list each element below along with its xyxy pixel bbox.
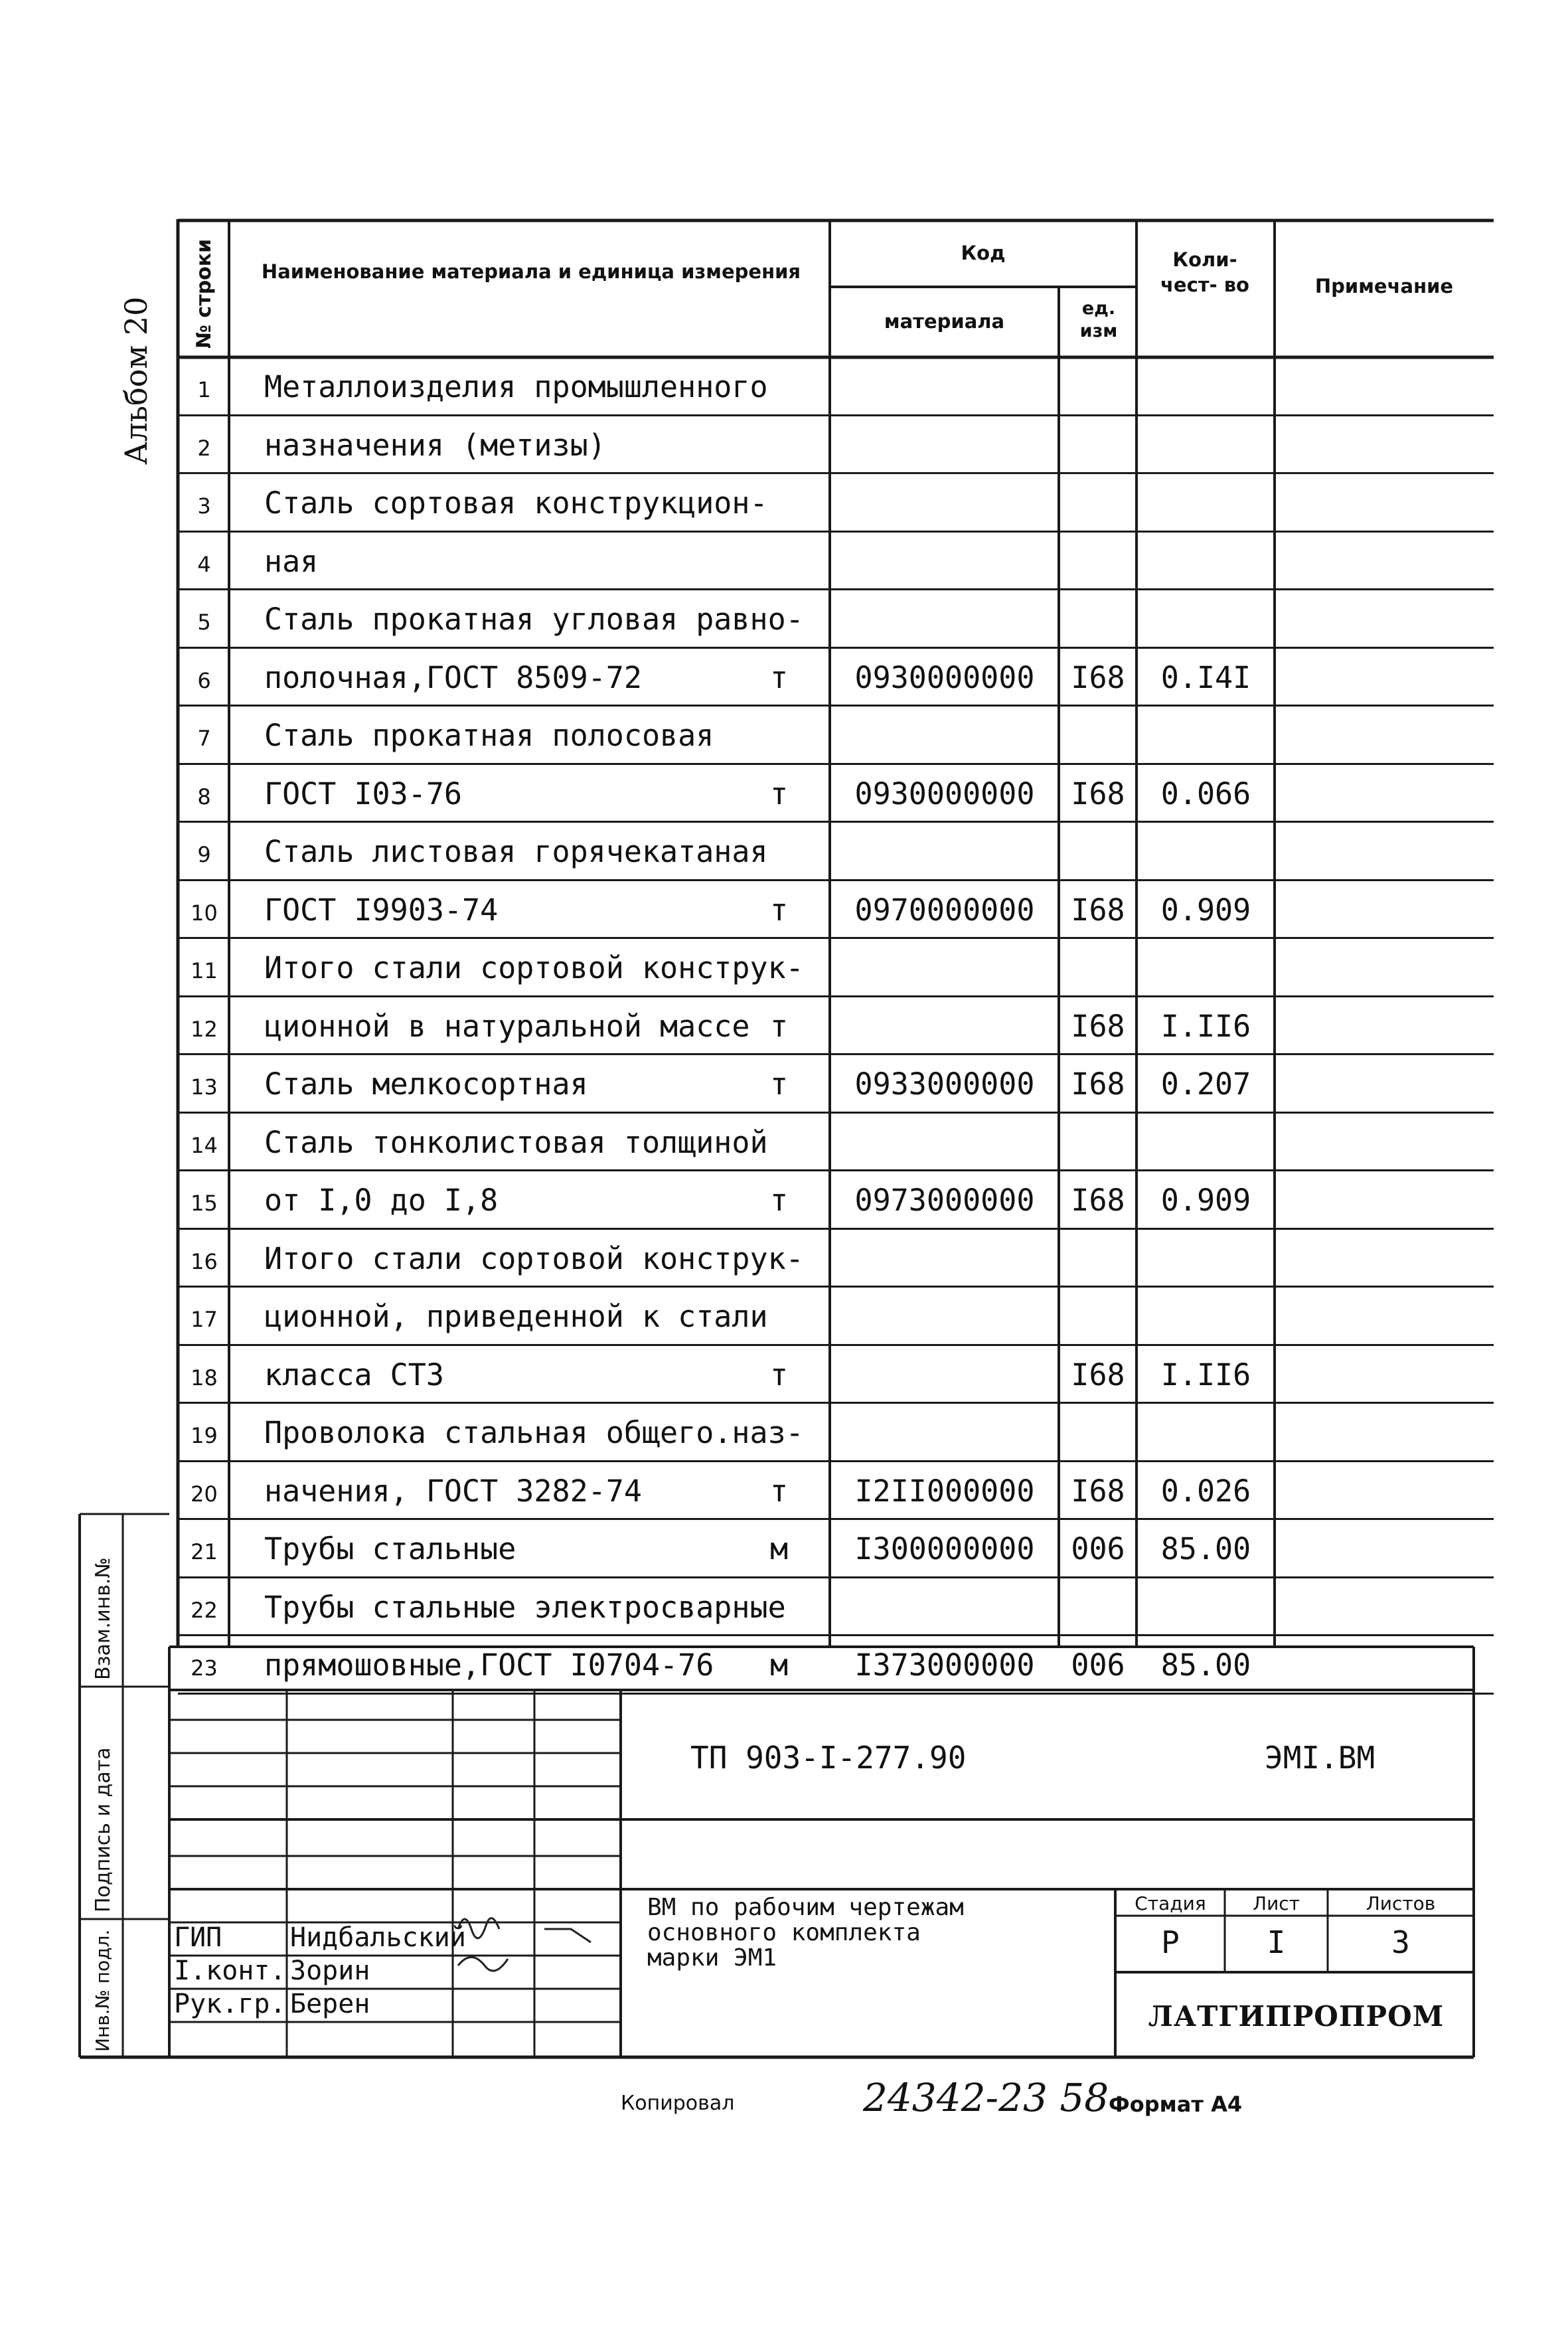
- material-code: 0973000000: [854, 1183, 1035, 1218]
- row-line: [178, 1634, 1494, 1636]
- unit-symbol: т: [770, 1066, 789, 1102]
- row-line: [178, 1518, 1494, 1520]
- header-code-material: материала: [884, 310, 1005, 333]
- quantity: 0.207: [1160, 1066, 1251, 1102]
- unit-symbol: м: [770, 1647, 789, 1683]
- row-line: [178, 1228, 1494, 1230]
- quantity: I.II6: [1160, 1008, 1251, 1044]
- unit-symbol: т: [770, 1008, 789, 1044]
- title-line-1: ВМ по рабочим чертежам: [647, 1894, 964, 1921]
- material-name: Сталь сортовая конструкцион-: [264, 485, 768, 521]
- unit-code: I68: [1071, 1357, 1125, 1392]
- sign-role-1: ГИП: [174, 1922, 222, 1953]
- material-name: прямошовные,ГОСТ I0704-76: [264, 1647, 714, 1683]
- signature-date-label: Подпись и дата: [92, 1747, 115, 1912]
- header-row-no: № строки: [193, 238, 216, 349]
- doc-mark: ЭМI.ВМ: [1265, 1740, 1375, 1776]
- material-code: 0930000000: [854, 659, 1035, 695]
- sign-name-3: Берен: [290, 1989, 370, 2019]
- row-number: 7: [197, 726, 211, 751]
- sign-name-2: Зорин: [290, 1956, 370, 1986]
- row-line: [178, 879, 1494, 881]
- row-number: 21: [191, 1539, 218, 1564]
- row-line: [178, 1112, 1494, 1114]
- unit-code: 006: [1071, 1647, 1125, 1683]
- row-number: 9: [197, 842, 211, 867]
- unit-code: I68: [1071, 1066, 1125, 1102]
- quantity: 85.00: [1160, 1531, 1251, 1566]
- material-name: Сталь тонколистовая толщиной: [264, 1124, 768, 1160]
- quantity: 0.026: [1160, 1473, 1251, 1509]
- row-number: 12: [191, 1016, 218, 1042]
- row-line: [178, 1576, 1494, 1578]
- sheet-label: Лист: [1253, 1892, 1300, 1914]
- header-name: Наименование материала и единица измерения: [261, 260, 801, 283]
- material-name: Металлоизделия промышленного: [264, 369, 768, 404]
- row-line: [178, 1460, 1494, 1462]
- unit-code: 006: [1071, 1531, 1125, 1566]
- material-name: от I,0 до I,8: [264, 1183, 499, 1218]
- unit-code: I68: [1071, 1473, 1125, 1509]
- document-number: 24342-23 58: [863, 2075, 1109, 2120]
- sheet-value: I: [1267, 1924, 1286, 1960]
- material-name: начения, ГОСТ 3282-74: [264, 1473, 642, 1509]
- title-line-3: марки ЭМ1: [647, 1944, 777, 1972]
- stage-label: Стадия: [1135, 1892, 1206, 1914]
- row-line: [178, 937, 1494, 939]
- vzam-label: Взам.инв.№: [92, 1557, 115, 1680]
- material-code: 0930000000: [854, 776, 1035, 811]
- unit-symbol: т: [770, 892, 789, 928]
- row-number: 16: [191, 1248, 218, 1274]
- row-line: [178, 995, 1494, 997]
- row-number: 3: [197, 493, 211, 519]
- row-number: 22: [191, 1597, 218, 1623]
- sheets-value: 3: [1391, 1924, 1410, 1960]
- row-line: [178, 647, 1494, 649]
- material-name: ГОСТ I9903-74: [264, 892, 499, 928]
- row-line: [178, 588, 1494, 590]
- title-line-2: основного комплекта: [647, 1919, 921, 1946]
- unit-code: I68: [1071, 1008, 1125, 1044]
- row-line: [178, 531, 1494, 533]
- material-name: ционной в натуральной массе: [264, 1008, 750, 1044]
- format-label: Формат А4: [1109, 2092, 1243, 2117]
- material-name: Итого стали сортовой конструк-: [264, 950, 804, 985]
- row-number: 18: [191, 1365, 218, 1390]
- header-code-unit: ед. изм: [1079, 298, 1118, 341]
- row-number: 2: [197, 435, 211, 461]
- material-name: Трубы стальные: [264, 1531, 516, 1566]
- copied-label: Копировал: [621, 2092, 735, 2115]
- row-number: 6: [197, 667, 211, 693]
- row-line: [178, 1169, 1494, 1171]
- row-line: [178, 705, 1494, 707]
- quantity: 85.00: [1160, 1647, 1251, 1683]
- sheets-label: Листов: [1366, 1892, 1436, 1914]
- unit-code: I68: [1071, 659, 1125, 695]
- row-number: 10: [191, 900, 218, 926]
- material-name: Итого стали сортовой конструк-: [264, 1240, 804, 1276]
- row-line: [178, 472, 1494, 474]
- header-qty: Коли- чест- во: [1160, 248, 1249, 296]
- row-line: [178, 1344, 1494, 1346]
- row-line: [178, 1053, 1494, 1055]
- inv-label: Инв.№ подл.: [92, 1929, 114, 2052]
- material-name: назначения (метизы): [264, 427, 606, 463]
- material-code: I2II000000: [854, 1473, 1035, 1509]
- material-name: ная: [264, 543, 319, 579]
- organization: ЛАТГИПРОПРОМ: [1148, 2000, 1445, 2033]
- header-note: Примечание: [1314, 275, 1454, 297]
- row-number: 19: [191, 1423, 218, 1448]
- material-name: полочная,ГОСТ 8509-72: [264, 659, 642, 695]
- unit-symbol: т: [770, 659, 789, 695]
- row-line: [178, 1286, 1494, 1288]
- album-label: Альбом 20: [118, 296, 154, 465]
- row-line: [178, 1402, 1494, 1404]
- quantity: I.II6: [1160, 1357, 1251, 1392]
- row-number: 8: [197, 784, 211, 809]
- doc-code: ТП 903-I-277.90: [690, 1740, 967, 1776]
- sign-role-2: I.конт.: [174, 1956, 286, 1986]
- unit-code: I68: [1071, 776, 1125, 811]
- row-number: 13: [191, 1074, 218, 1100]
- unit-symbol: м: [770, 1531, 789, 1566]
- material-code: I373000000: [854, 1647, 1035, 1683]
- unit-symbol: т: [770, 1357, 789, 1392]
- unit-code: I68: [1071, 1183, 1125, 1218]
- material-code: 0970000000: [854, 892, 1035, 928]
- row-number: 4: [197, 551, 211, 577]
- row-number: 14: [191, 1132, 218, 1158]
- header-code: Код: [961, 242, 1006, 264]
- quantity: 0.I4I: [1160, 659, 1251, 695]
- row-number: 11: [191, 958, 218, 983]
- row-line: [178, 821, 1494, 823]
- quantity: 0.909: [1160, 892, 1251, 928]
- material-code: I300000000: [854, 1531, 1035, 1566]
- stage-value: Р: [1161, 1924, 1180, 1960]
- row-number: 17: [191, 1307, 218, 1332]
- material-name: Трубы стальные электросварные: [264, 1589, 786, 1625]
- row-line: [178, 763, 1494, 765]
- quantity: 0.066: [1160, 776, 1251, 811]
- row-number: 5: [197, 610, 211, 635]
- material-name: Сталь прокатная полосовая: [264, 718, 714, 753]
- material-name: Сталь листовая горячекатаная: [264, 834, 768, 869]
- quantity: 0.909: [1160, 1183, 1251, 1218]
- row-number: 1: [197, 377, 211, 402]
- material-name: класса СТ3: [264, 1357, 444, 1392]
- material-name: Проволока стальная общего.наз-: [264, 1415, 804, 1450]
- unit-symbol: т: [770, 1473, 789, 1509]
- unit-symbol: т: [770, 776, 789, 811]
- unit-symbol: т: [770, 1183, 789, 1218]
- material-name: Сталь прокатная угловая равно-: [264, 602, 804, 637]
- material-name: Сталь мелкосортная: [264, 1066, 588, 1102]
- row-number: 15: [191, 1191, 218, 1216]
- sign-name-1: Нидбальский: [290, 1922, 466, 1953]
- row-line: [178, 1693, 1494, 1695]
- material-name: ционной, приведенной к стали: [264, 1299, 768, 1334]
- row-line: [178, 414, 1494, 416]
- unit-code: I68: [1071, 892, 1125, 928]
- row-number: 20: [191, 1481, 218, 1507]
- row-number: 23: [191, 1655, 218, 1681]
- material-name: ГОСТ I03-76: [264, 776, 463, 811]
- sign-role-3: Рук.гр.: [174, 1989, 286, 2019]
- material-code: 0933000000: [854, 1066, 1035, 1102]
